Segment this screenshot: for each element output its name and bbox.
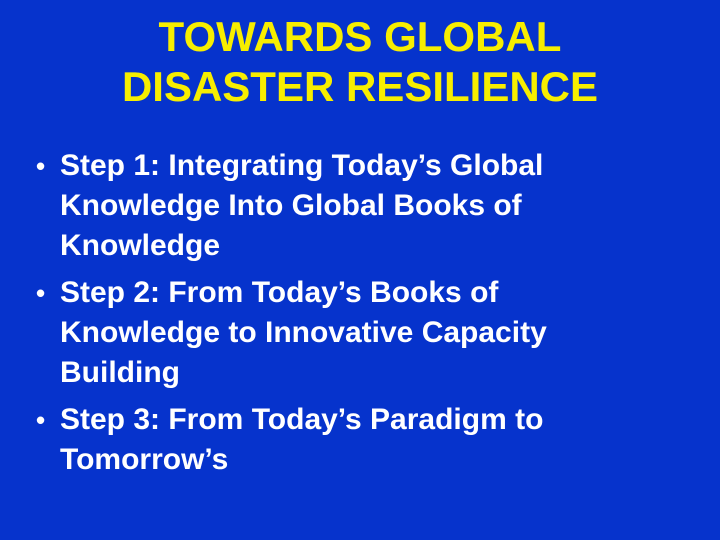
title-line-2: DISASTER RESILIENCE xyxy=(121,63,599,110)
bullet-item-step-1 xyxy=(36,146,720,266)
bullet-icon: • xyxy=(36,405,46,435)
bullet-item-step-2 xyxy=(36,273,720,393)
bullet-item-step-3 xyxy=(36,400,720,480)
slide-title xyxy=(0,0,720,112)
bullet-icon: • xyxy=(36,278,46,308)
bullet-text: Step 3: From Today’s Paradigm to Tomorrow’s xyxy=(60,403,544,476)
bullet-icon: • xyxy=(36,151,46,181)
title-line-1: TOWARDS GLOBAL xyxy=(158,13,562,60)
bullet-text: Step 2: From Today’s Books of Knowledge to Innovative Capacity Building xyxy=(60,276,547,389)
bullet-list xyxy=(0,146,720,480)
bullet-text: Step 1: Integrating Today’s Global Knowledge Into Global Books of Knowledge xyxy=(60,149,544,262)
